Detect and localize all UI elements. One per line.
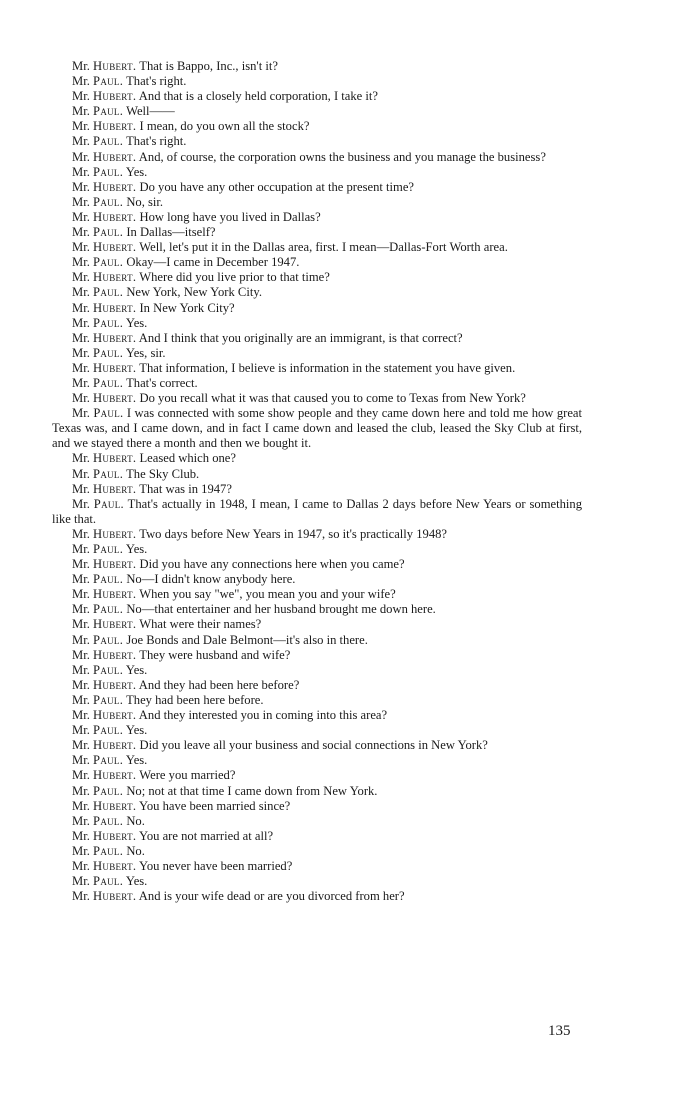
speaker-name: Paul. [93, 843, 124, 858]
speaker-title: Mr. [72, 813, 90, 828]
speaker-name: Paul. [93, 662, 124, 677]
speaker-title: Mr. [72, 632, 90, 647]
testimony-paragraph [52, 708, 582, 723]
spoken-text: That's correct. [126, 375, 198, 390]
speaker-name: Paul. [93, 134, 124, 149]
testimony-paragraph [52, 255, 582, 270]
speaker-name: Hubert. [93, 798, 137, 813]
testimony-paragraph [52, 572, 582, 587]
speaker-title: Mr. [72, 798, 90, 813]
speaker-name: Paul. [93, 375, 124, 390]
testimony-paragraph [52, 587, 582, 602]
speaker-name: Hubert. [93, 59, 137, 73]
spoken-text: Yes. [125, 315, 148, 330]
spoken-text: Well—— [126, 104, 175, 119]
speaker-name: Paul. [93, 632, 124, 647]
testimony-paragraph [52, 391, 582, 406]
speaker-title: Mr. [72, 209, 90, 224]
spoken-text: How long have you lived in Dallas? [139, 209, 321, 224]
speaker-name: Hubert. [93, 451, 137, 466]
speaker-name: Paul. [93, 74, 124, 89]
speaker-name: Hubert. [93, 828, 137, 843]
speaker-name: Hubert. [93, 708, 137, 723]
speaker-name: Hubert. [93, 647, 137, 662]
speaker-name: Hubert. [93, 270, 137, 285]
testimony-paragraph [52, 74, 582, 89]
spoken-text: That's right. [126, 134, 187, 149]
spoken-text: Yes, sir. [125, 345, 166, 360]
speaker-name: Paul. [93, 225, 124, 240]
spoken-text: Where did you live prior to that time? [139, 270, 330, 285]
spoken-text: You never have been married? [139, 858, 293, 873]
speaker-title: Mr. [72, 858, 90, 873]
spoken-text: When you say "we", you mean you and your wife? [139, 587, 396, 602]
speaker-title: Mr. [72, 240, 90, 255]
spoken-text: No—I didn't know anybody here. [126, 572, 296, 587]
speaker-title: Mr. [72, 74, 90, 89]
testimony-paragraph [52, 693, 582, 708]
speaker-title: Mr. [72, 768, 90, 783]
speaker-name: Paul. [93, 723, 124, 738]
speaker-title: Mr. [72, 526, 90, 541]
speaker-name: Paul. [93, 874, 124, 889]
speaker-title: Mr. [72, 300, 90, 315]
testimony-paragraph [52, 195, 582, 210]
testimony-paragraph [52, 648, 582, 663]
speaker-title: Mr. [72, 647, 90, 662]
speaker-title: Mr. [72, 587, 90, 602]
testimony-paragraph [52, 467, 582, 482]
speaker-title: Mr. [72, 255, 90, 270]
testimony-paragraph [52, 617, 582, 632]
spoken-text: In New York City? [139, 300, 235, 315]
testimony-paragraph [52, 150, 582, 165]
spoken-text: That is Bappo, Inc., isn't it? [139, 59, 278, 73]
spoken-text: The Sky Club. [126, 466, 200, 481]
testimony-paragraph [52, 874, 582, 889]
spoken-text: Were you married? [139, 768, 236, 783]
testimony-paragraph [52, 331, 582, 346]
speaker-title: Mr. [72, 315, 90, 330]
spoken-text: No; not at that time I came down from New York. [126, 783, 378, 798]
speaker-title: Mr. [72, 406, 90, 421]
speaker-name: Paul. [93, 813, 124, 828]
speaker-name: Paul. [93, 315, 124, 330]
testimony-paragraph [52, 829, 582, 844]
speaker-title: Mr. [72, 874, 90, 889]
spoken-text: What were their names? [139, 617, 262, 632]
spoken-text: Yes. [125, 874, 148, 889]
speaker-name: Hubert. [93, 677, 137, 692]
spoken-text: No. [126, 813, 145, 828]
testimony-paragraph [52, 210, 582, 225]
speaker-title: Mr. [72, 889, 90, 904]
testimony-paragraph [52, 165, 582, 180]
speaker-title: Mr. [72, 391, 90, 406]
testimony-paragraph [52, 482, 582, 497]
testimony-paragraph [52, 361, 582, 376]
testimony-paragraph [52, 346, 582, 361]
testimony-paragraph [52, 557, 582, 572]
spoken-text: They had been here before. [126, 692, 264, 707]
testimony-paragraph [52, 542, 582, 557]
speaker-name: Paul. [93, 345, 124, 360]
speaker-title: Mr. [72, 225, 90, 240]
spoken-text: And, of course, the corporation owns the business and you manage the business? [138, 149, 546, 164]
speaker-name: Hubert. [93, 481, 137, 496]
speaker-name: Hubert. [93, 300, 137, 315]
speaker-name: Hubert. [93, 149, 137, 164]
speaker-title: Mr. [72, 179, 90, 194]
spoken-text: No. [126, 843, 145, 858]
spoken-text: You have been married since? [139, 798, 291, 813]
testimony-paragraph [52, 527, 582, 542]
testimony-paragraph [52, 859, 582, 874]
testimony-paragraph [52, 814, 582, 829]
spoken-text: Leased which one? [139, 451, 236, 466]
speaker-title: Mr. [72, 194, 90, 209]
speaker-title: Mr. [72, 119, 90, 134]
testimony-paragraph [52, 89, 582, 104]
testimony-paragraph [52, 844, 582, 859]
speaker-name: Hubert. [93, 179, 137, 194]
speaker-title: Mr. [72, 738, 90, 753]
speaker-name: Hubert. [93, 768, 137, 783]
spoken-text: Did you leave all your business and social connections in New York? [139, 738, 488, 753]
speaker-title: Mr. [72, 828, 90, 843]
spoken-text: No, sir. [126, 194, 164, 209]
speaker-title: Mr. [72, 360, 90, 375]
testimony-paragraph [52, 406, 582, 451]
speaker-title: Mr. [72, 134, 90, 149]
testimony-paragraph [52, 270, 582, 285]
speaker-name: Hubert. [93, 209, 137, 224]
speaker-name: Paul. [93, 753, 124, 768]
spoken-text: No—that entertainer and her husband brought me down here. [126, 602, 436, 617]
speaker-name: Paul. [93, 602, 124, 617]
spoken-text: Well, let's put it in the Dallas area, first. I mean—Dallas-Fort Worth area. [139, 240, 508, 255]
spoken-text: Two days before New Years in 1947, so it's practically 1948? [139, 526, 448, 541]
speaker-title: Mr. [72, 345, 90, 360]
speaker-name: Paul. [93, 255, 124, 270]
testimony-paragraph [52, 180, 582, 195]
spoken-text: Yes. [125, 164, 148, 179]
speaker-title: Mr. [72, 330, 90, 345]
speaker-title: Mr. [72, 164, 90, 179]
speaker-name: Paul. [93, 406, 124, 421]
testimony-paragraph [52, 753, 582, 768]
spoken-text: That was in 1947? [139, 481, 232, 496]
spoken-text: That's right. [126, 74, 187, 89]
speaker-title: Mr. [72, 496, 90, 511]
testimony-paragraph [52, 784, 582, 799]
speaker-name: Paul. [93, 194, 124, 209]
speaker-name: Paul. [93, 692, 124, 707]
speaker-title: Mr. [72, 723, 90, 738]
speaker-title: Mr. [72, 451, 90, 466]
spoken-text: And I think that you originally are an immigrant, is that correct? [138, 330, 463, 345]
testimony-paragraph [52, 768, 582, 783]
testimony-paragraph [52, 59, 582, 74]
speaker-name: Paul. [93, 164, 124, 179]
speaker-title: Mr. [72, 104, 90, 119]
speaker-name: Hubert. [93, 557, 137, 572]
spoken-text: New York, New York City. [126, 285, 262, 300]
speaker-title: Mr. [72, 708, 90, 723]
spoken-text: Do you recall what it was that caused you to come to Texas from New York? [139, 391, 526, 406]
speaker-title: Mr. [72, 481, 90, 496]
speaker-name: Hubert. [93, 889, 137, 904]
testimony-paragraph [52, 285, 582, 300]
speaker-name: Hubert. [93, 119, 137, 134]
spoken-text: And they had been here before? [138, 677, 300, 692]
spoken-text: And is your wife dead or are you divorced from her? [138, 889, 405, 904]
spoken-text: That's actually in 1948, I mean, I came to Dallas 2 days before New Years or something like that. [52, 496, 582, 526]
testimony-paragraph [52, 240, 582, 255]
testimony-paragraph [52, 316, 582, 331]
testimony-paragraph [52, 663, 582, 678]
spoken-text: I was connected with some show people and they came down here and told me how great Texas was, and I came down, and in fact I came down and leased the club, leased the Sky Club at first, and we stayed there a month and then we bought it. [52, 406, 583, 451]
spoken-text: And they interested you in coming into this area? [138, 708, 388, 723]
speaker-name: Hubert. [93, 89, 137, 104]
testimony-paragraph [52, 301, 582, 316]
spoken-text: That information, I believe is information in the statement you have given. [139, 360, 516, 375]
speaker-title: Mr. [72, 270, 90, 285]
testimony-paragraph [52, 497, 582, 527]
speaker-name: Paul. [93, 783, 124, 798]
page-number: 135 [548, 1023, 571, 1039]
speaker-title: Mr. [72, 466, 90, 481]
testimony-paragraph [52, 104, 582, 119]
speaker-name: Paul. [93, 572, 124, 587]
speaker-name: Paul. [93, 466, 124, 481]
testimony-paragraph [52, 119, 582, 134]
speaker-name: Hubert. [93, 617, 137, 632]
spoken-text: Yes. [125, 542, 148, 556]
spoken-text: You are not married at all? [139, 828, 274, 843]
testimony-paragraph [52, 889, 582, 904]
speaker-title: Mr. [72, 149, 90, 164]
testimony-paragraph [52, 134, 582, 149]
speaker-name: Paul. [93, 496, 124, 511]
testimony-paragraph [52, 451, 582, 466]
testimony-paragraph [52, 376, 582, 391]
spoken-text: Did you have any connections here when you came? [139, 557, 405, 572]
speaker-title: Mr. [72, 617, 90, 632]
speaker-name: Hubert. [93, 858, 137, 873]
speaker-name: Hubert. [93, 360, 137, 375]
testimony-paragraph [52, 799, 582, 814]
testimony-paragraph [52, 602, 582, 617]
speaker-title: Mr. [72, 59, 90, 73]
testimony-paragraph [52, 678, 582, 693]
spoken-text: And that is a closely held corporation, I take it? [138, 89, 379, 104]
speaker-title: Mr. [72, 753, 90, 768]
spoken-text: Do you have any other occupation at the present time? [139, 179, 415, 194]
speaker-title: Mr. [72, 375, 90, 390]
testimony-text [52, 59, 582, 904]
spoken-text: In Dallas—itself? [126, 225, 216, 240]
speaker-name: Paul. [93, 104, 124, 119]
speaker-title: Mr. [72, 285, 90, 300]
speaker-title: Mr. [72, 677, 90, 692]
spoken-text: Okay—I came in December 1947. [126, 255, 300, 270]
speaker-name: Hubert. [93, 738, 137, 753]
speaker-title: Mr. [72, 542, 90, 556]
testimony-paragraph [52, 723, 582, 738]
testimony-paragraph [52, 225, 582, 240]
speaker-title: Mr. [72, 602, 90, 617]
speaker-title: Mr. [72, 557, 90, 572]
spoken-text: Joe Bonds and Dale Belmont—it's also in there. [126, 632, 368, 647]
testimony-paragraph [52, 633, 582, 648]
spoken-text: Yes. [125, 723, 148, 738]
speaker-title: Mr. [72, 692, 90, 707]
speaker-title: Mr. [72, 662, 90, 677]
speaker-name: Hubert. [93, 240, 137, 255]
speaker-title: Mr. [72, 843, 90, 858]
testimony-paragraph [52, 738, 582, 753]
speaker-name: Hubert. [93, 587, 137, 602]
spoken-text: Yes. [125, 753, 148, 768]
speaker-name: Paul. [93, 285, 124, 300]
speaker-name: Paul. [93, 542, 124, 556]
speaker-name: Hubert. [93, 330, 137, 345]
spoken-text: Yes. [125, 662, 148, 677]
spoken-text: They were husband and wife? [139, 647, 291, 662]
speaker-name: Hubert. [93, 526, 137, 541]
speaker-title: Mr. [72, 572, 90, 587]
spoken-text: I mean, do you own all the stock? [139, 119, 310, 134]
speaker-name: Hubert. [93, 391, 137, 406]
speaker-title: Mr. [72, 783, 90, 798]
speaker-title: Mr. [72, 89, 90, 104]
